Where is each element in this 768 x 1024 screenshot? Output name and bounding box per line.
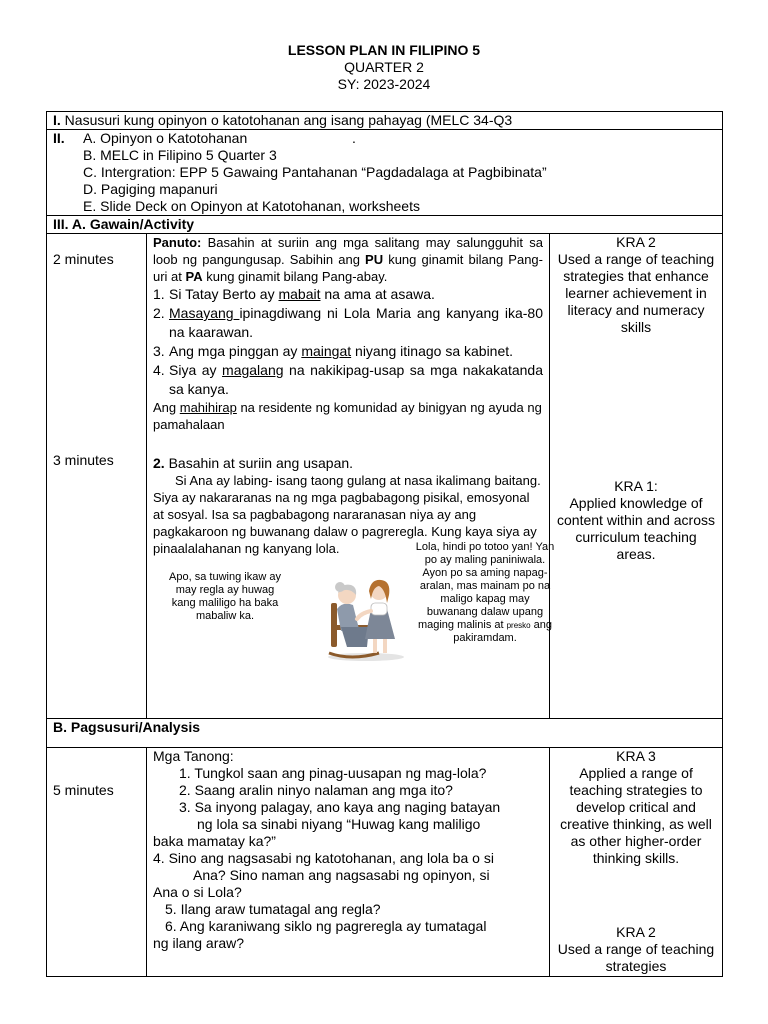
grandmother-bun: [335, 582, 345, 592]
ana-speech-end: ang pakiramdam.: [453, 619, 553, 644]
content-item-c: C. Intergration: EPP 5 Gawaing Pantahanan “Pagdadalaga at Pagbibinata”: [83, 164, 547, 180]
question-6-line-1: 6. Ang karaniwang siklo ng pagreregla ay tumatagal: [165, 918, 487, 934]
extra-sentence: [153, 399, 543, 433]
activity-heading-row: [47, 216, 723, 234]
panuto-text-1: Basahin at suriin ang mga salitang may salungguhit sa loob ng pangungusap. Sabihin ang: [153, 235, 543, 267]
question-4-line-3: Ana o si Lola?: [153, 884, 242, 900]
document-header: [0, 42, 768, 93]
panuto-instructions: [153, 234, 543, 285]
item-number: 2.: [153, 305, 165, 321]
lesson-plan-title: LESSON PLAN IN FILIPINO 5: [287, 42, 481, 58]
analysis-time: 5 minutes: [53, 782, 114, 798]
analysis-heading: B. Pagsusuri/Analysis: [47, 719, 723, 748]
activity-time-2: 3 minutes: [53, 452, 114, 468]
underlined-word: mabait: [278, 286, 321, 302]
item-text: [169, 304, 543, 342]
item-number: 4.: [153, 362, 165, 378]
extra-pre: Ang: [153, 400, 180, 415]
item-post: na nakikipag-usap sa mga nakakatanda sa kanya.: [169, 362, 543, 397]
panuto-text-3: kung ginamit bilang Pang-abay.: [202, 269, 388, 284]
part-2-text: Basahin at suriin ang usapan.: [164, 455, 354, 471]
item-post: na ama at asawa.: [320, 286, 435, 302]
kra-3-title: KRA 3: [616, 748, 656, 764]
question-6-line-2: ng ilang araw?: [153, 935, 245, 951]
objective-number: I.: [53, 112, 61, 128]
girl-leg-right: [383, 639, 387, 653]
activity-kra-cell: [550, 234, 723, 719]
activity-time-cell: [47, 234, 147, 719]
objective-row: [47, 112, 723, 130]
question-3-line-2: ng lola sa sinabi niyang “Huwag kang maliligo: [197, 816, 481, 832]
underlined-word: mahihirap: [179, 400, 237, 415]
analysis-kra-cell: [550, 748, 723, 977]
content-list: [53, 130, 716, 215]
item-text: [169, 342, 543, 361]
list-item: [153, 304, 543, 342]
list-item: [153, 361, 543, 399]
item-post: niyang itinago sa kabinet.: [351, 343, 514, 359]
ana-speech-text: [415, 541, 555, 645]
activity-sentence-list: [153, 285, 543, 399]
analysis-questions-cell: [147, 748, 550, 977]
panuto-label: Panuto:: [153, 235, 202, 250]
ana-speech-main: Lola, hindi po totoo yan! Yan po ay maling paniniwala. Ayon po sa aming napag-aralan, mas mainam po na maligo kapag may buwanang dalaw upang maging malinis at: [415, 541, 555, 631]
content-item-d: D. Pagiging mapanuri: [83, 181, 218, 197]
stray-dot: .: [352, 130, 356, 146]
activity-time-1: 2 minutes: [53, 251, 114, 267]
item-pre: Siya ay: [169, 362, 223, 378]
conversation-area: [153, 541, 555, 681]
item-pre: Si Tatay Berto ay: [169, 286, 279, 302]
panuto-text-2: kung ginamit bilang Pang-uri at: [153, 252, 543, 284]
kra-2b-block: [556, 924, 716, 975]
question-2: 2. Saang aralin ninyo nalaman ang mga ito?: [179, 782, 453, 798]
kra-2-text: Used a range of teaching strategies that enhance learner achievement in literacy and numeracy skills: [557, 251, 715, 335]
kra-2b-text: Used a range of teaching strategies: [557, 941, 715, 974]
content-item-a-text: A. Opinyon o Katotohanan: [83, 130, 248, 146]
extra-post: na residente ng komunidad ay binigyan ng ayuda ng pamahalaan: [153, 400, 542, 432]
question-4-line-1: 4. Sino ang nagsasabi ng katotohanan, ang lola ba o si: [153, 850, 494, 866]
activity-row: [47, 234, 723, 719]
activity-heading: III. A. Gawain/Activity: [47, 216, 723, 234]
girl-top: [371, 603, 387, 615]
underlined-word: Masayang: [169, 305, 240, 321]
question-1: 1. Tungkol saan ang pinag-uusapan ng mag-lola?: [179, 765, 487, 781]
grandmother-and-girl-illustration: [321, 573, 411, 663]
quarter-label: QUARTER 2: [344, 59, 424, 75]
item-number: 3.: [153, 343, 165, 359]
list-item: [153, 285, 543, 304]
girl-arm: [357, 611, 371, 619]
question-3-line-3: baka mamatay ka?”: [153, 833, 276, 849]
activity-content-cell: [147, 234, 555, 719]
list-item: [153, 342, 543, 361]
item-text: [169, 361, 543, 399]
content-row: [47, 130, 723, 216]
lola-speech-text: Apo, sa tuwing ikaw ay may regla ay huwag kang maliligo ha baka mabaliw ka.: [169, 571, 281, 622]
story-paragraph: Si Ana ay labing- isang taong gulang at nasa ikalimang baitang. Siya ay nakararanas na ng mga pagbabagong pisikal, emosyonal at sosyal. Isa sa pagbabagong nararanasan niya ay ang pagkakaroon ng buwanang dalaw o pagreregla. Kung kaya siya ay pinaalalahanan ng kanyang lola.: [153, 473, 541, 556]
question-3-line-1: 3. Sa inyong palagay, ano kaya ang naging batayan: [179, 799, 501, 815]
content-number: II.: [53, 130, 65, 146]
school-year-label: SY: 2023-2024: [337, 76, 431, 92]
item-number: 1.: [153, 286, 165, 302]
underlined-word: maingat: [301, 343, 352, 359]
kra-2b-title: KRA 2: [616, 924, 656, 940]
objective-text: Nasusuri kung opinyon o katotohanan ang isang pahayag (MELC 34-Q3: [60, 112, 513, 128]
part-2-heading: [153, 455, 543, 472]
pu-label: PU: [365, 252, 384, 267]
kra-3-text: Applied a range of teaching strategies to develop critical and creative thinking, as well as other higher-order thinking skills.: [560, 765, 712, 866]
part-2-number: 2.: [153, 455, 165, 471]
grandmother-skirt: [341, 627, 369, 647]
item-post: ipinagdiwang ni Lola Maria ang kanyang ika-80 na kaarawan.: [169, 305, 543, 340]
content-item-b: B. MELC in Filipino 5 Quarter 3: [83, 147, 277, 163]
analysis-row: [47, 748, 723, 977]
content-item-e: E. Slide Deck on Opinyon at Katotohanan, worksheets: [83, 198, 420, 214]
grandmother-body: [337, 604, 359, 631]
analysis-time-cell: [47, 748, 147, 977]
item-pre: Ang mga pinggan ay: [169, 343, 302, 359]
kra-1-block: [556, 478, 716, 563]
questions-intro: Mga Tanong:: [153, 748, 234, 764]
kra-1-title: KRA 1:: [614, 478, 658, 494]
objective-cell: [47, 112, 723, 130]
content-cell: [47, 130, 723, 216]
kra-1-text: Applied knowledge of content within and across curriculum teaching areas.: [557, 495, 715, 562]
question-4-line-2: Ana? Sino naman ang nagsasabi ng opinyon, si: [193, 867, 490, 883]
kra-2-title: KRA 2: [616, 234, 656, 250]
analysis-heading-row: [47, 719, 723, 748]
girl-leg-left: [373, 639, 377, 653]
ana-speech-small: presko: [506, 621, 531, 630]
question-5: 5. Ilang araw tumatagal ang regla?: [165, 901, 381, 917]
pa-label: PA: [185, 269, 203, 284]
item-text: [169, 285, 543, 304]
lesson-plan-table: [46, 111, 723, 977]
underlined-word: magalang: [222, 362, 284, 378]
content-item-a: [83, 130, 716, 147]
